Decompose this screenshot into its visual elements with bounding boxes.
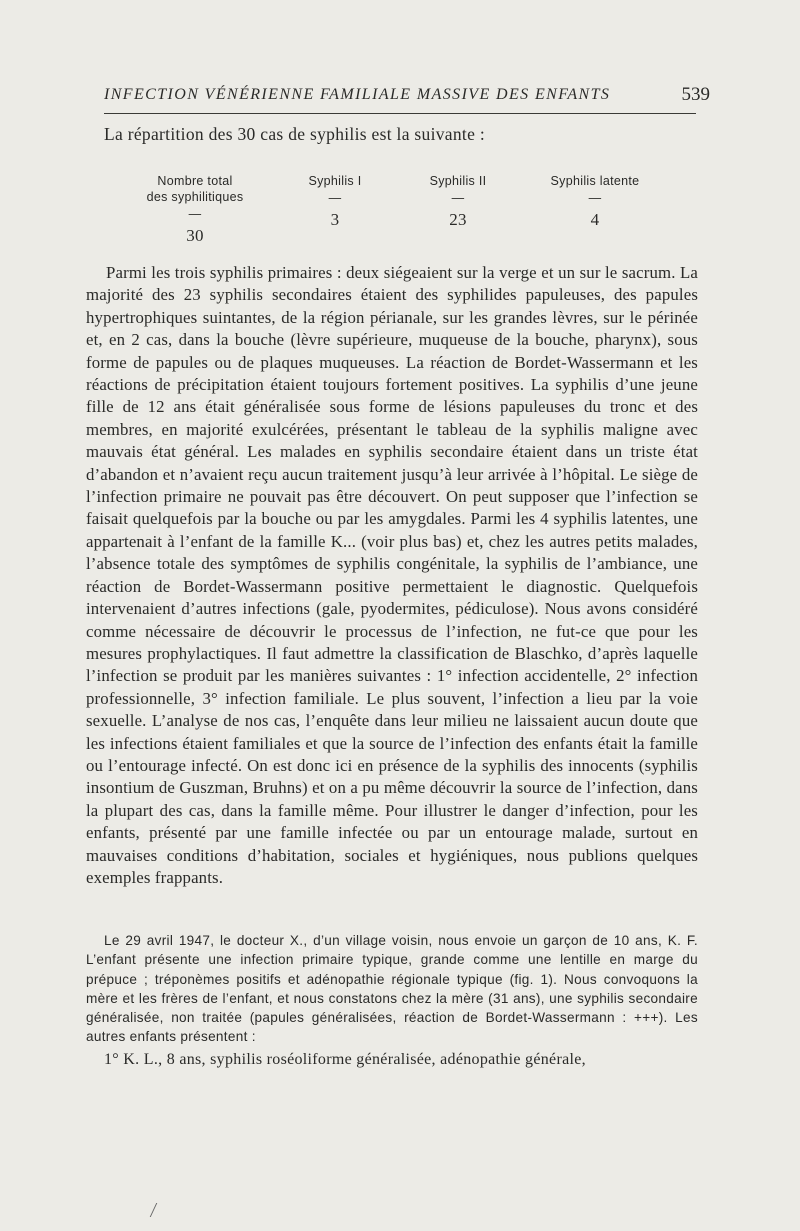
column-dash: —: [328, 191, 342, 205]
body-paragraph: Parmi les trois syphilis primaires : deux siégeaient sur la verge et un sur le sacrum. La majorité des 23 syphilis secondaires étaient des syphilides papuleuses, des papules hypertrophiques suintantes, de la région périanale, sur les grandes lèvres, sur le périnée et, en 2 cas, dans la bouche (lèvre supérieure, muqueuse de la bouche, pharynx), sous forme de papules ou de plaques muqueuses. La réaction de Bordet-Wassermann et les réactions de précipitation étaient toujours fortement positives. La syphilis d’une jeune fille de 12 ans était généralisée sous forme de lésions papuleuses du tronc et des membres, en majorité exulcérées, présentant le tableau de la syphilis maligne avec mauvais état général. Les malades en syphilis secondaire étaient dans un triste état d’abandon et n’avaient reçu aucun traitement jusqu’à leur arrivée à l’hôpital. Le siège de l’infection primaire ne pouvait pas être découvert. On peut supposer que l’infection se faisait quelquefois par la bouche ou par les amygdales. Parmi les 4 syphilis latentes, une appartenait à l’enfant de la famille K... (voir plus bas) et, chez les autres petits malades, l’absence totale des symptômes de syphilis congénitale, la syphilis de l’ambiance, une réaction de Bordet-Wassermann positive permettaient le diagnostic. Quelquefois intervenaient d’autres infections (gale, pyodermites, pédiculose). Nous avons considéré comme nécessaire de découvrir le processus de l’infection, ne fut-ce que pour les mesures prophylactiques. Il faut admettre la classification de Blaschko, d’après laquelle l’infection se produit par les manières suivantes : 1° infection accidentelle, 2° infection professionnelle, 3° infection familiale. Le plus souvent, l’infection a lieu par la voie sexuelle. L’analyse de nos cas, l’enquête dans leur milieu ne laissaient aucun doute que les infections étaient familiales et que la source de l’infection des enfants était la famille ou l’entourage infecté. On est donc ici en présence de la syphilis des innocents (syphilis insontium de Guszman, Bruhns) et on a pu même découvrir la source de l’infection, dans la plupart des cas, dans la famille même. Pour illustrer le danger d’infection, pour les enfants, présenté par une famille infectée ou par un entourage malade, surtout en mauvaises conditions d’habitation, sociales et hygiéniques, nous publions quelques exemples frappants.: [86, 263, 698, 887]
column-dash: —: [451, 191, 465, 205]
table-column-total: [130, 173, 260, 246]
column-header-line2: Syphilis latente: [550, 174, 640, 188]
table-column-syphilis-1: [275, 173, 395, 230]
column-header-line2: Syphilis I: [308, 174, 362, 188]
intro-sentence: La répartition des 30 cas de syphilis est la suivante :: [104, 124, 485, 144]
running-head-title: INFECTION VÉNÉRIENNE FAMILIALE MASSIVE DES ENFANTS: [104, 86, 611, 103]
column-value: 3: [330, 210, 340, 229]
column-value: 23: [449, 210, 467, 229]
main-text: [86, 262, 698, 889]
table-column-syphilis-2: [398, 173, 518, 230]
pencil-mark: [150, 1203, 165, 1217]
case-paragraph: Le 29 avril 1947, le docteur X., d’un village voisin, nous envoie un garçon de 10 ans, K. F. L’enfant présente une infection primaire typique, grande comme une lentille en marge du prépuce ; tréponèmes positifs et adénopathie régionale typique (fig. 1). Nous convoquons la mère et les frères de l’enfant, et nous constatons chez la mère (31 ans), une syphilis secondaire généralisée, non traitée (papules généralisées, réaction de Bordet-Wassermann : +++). Les autres enfants présentent :: [86, 933, 698, 1045]
column-header-line2: des syphilitiques: [146, 190, 244, 204]
page-number: 539: [681, 84, 710, 105]
running-head: [104, 86, 704, 104]
header-rule: [104, 113, 696, 114]
case-item: 1° K. L., 8 ans, syphilis roséoliforme généralisée, adénopathie générale,: [104, 1050, 586, 1068]
column-value: 30: [186, 226, 204, 245]
column-dash: —: [188, 207, 202, 221]
column-dash: —: [588, 191, 602, 205]
table-column-syphilis-latente: [525, 173, 665, 230]
column-value: 4: [590, 210, 600, 229]
column-header-line2: Syphilis II: [429, 174, 487, 188]
case-report: [86, 931, 698, 1069]
column-header-line1: Nombre total: [157, 174, 233, 188]
